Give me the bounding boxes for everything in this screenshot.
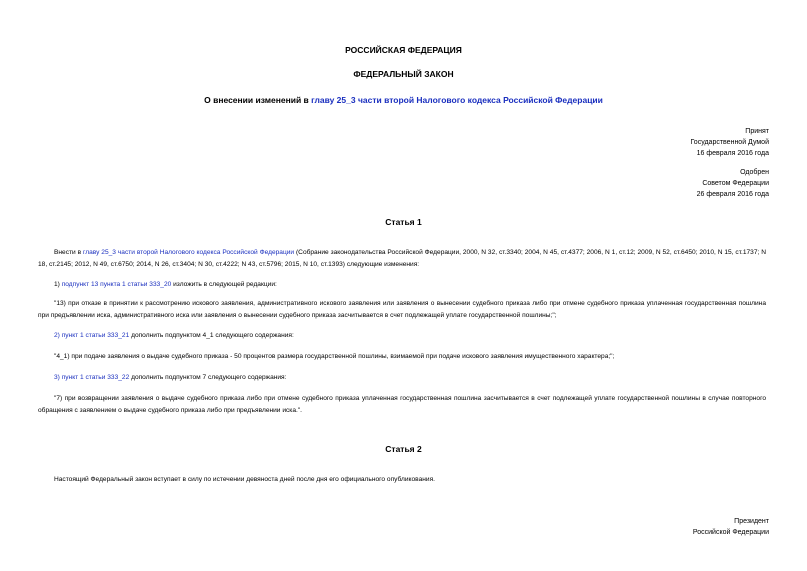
law-title	[0, 95, 807, 106]
adopted-date: 16 февраля 2016 года	[696, 150, 769, 157]
law-title-prefix: О внесении изменений в	[204, 95, 312, 105]
item2-suffix: дополнить подпунктом 4_1 следующего содержания:	[129, 332, 294, 339]
item2-quoted-text: "4_1) при подаче заявления о выдаче судебного приказа - 50 процентов размера государственной пошлины, взимаемой при подаче искового заявления имущественного характера;";	[54, 353, 615, 360]
article1-intro-link[interactable]: главу 25_3 части второй Налогового кодекса Российской Федерации	[82, 249, 295, 256]
article1-intro-prefix: Внести в	[54, 249, 83, 256]
item2-instruction	[38, 330, 766, 342]
law-type-heading: ФЕДЕРАЛЬНЫЙ ЗАКОН	[353, 69, 454, 79]
item3-link[interactable]: 3) пункт 1 статьи 333_22	[54, 374, 130, 381]
item1-number: 1)	[54, 281, 62, 288]
item1-link[interactable]: подпункт 13 пункта 1 статьи 333_20	[61, 281, 172, 288]
item1-instruction	[38, 279, 766, 291]
signature-title: Президент	[734, 518, 769, 525]
item1-suffix: изложить в следующей редакции:	[171, 281, 277, 288]
item2-link[interactable]: 2) пункт 1 статьи 333_21	[54, 332, 130, 339]
signature-block	[693, 516, 769, 538]
article1-intro-suffix: (Собрание законодательства Российской Федерации, 2000, N 32, ст.3340; 2004, N 45, ст.4377; 2006, N 1, ст.12; 2009, N 52, ст.6450; 2010, N 15, ст.1737; N 18, ст.2145; 2012, N 49, ст.6750; 2014, N 26, ст.3404; N 30, ст.4222; N 43, ст.5796; 2015, N 10, ст.1393) следующие изменения:	[38, 249, 766, 268]
adopted-body: Государственной Думой	[690, 139, 769, 146]
law-title-link[interactable]: главу 25_3 части второй Налогового кодекса Российской Федерации	[311, 95, 603, 105]
item3-instruction	[38, 372, 766, 384]
article1-heading: Статья 1	[385, 217, 422, 227]
item3-suffix: дополнить подпунктом 7 следующего содержания:	[129, 374, 287, 381]
article2-heading: Статья 2	[385, 444, 422, 454]
adopted-label: Принят	[745, 128, 769, 135]
approved-label: Одобрен	[740, 169, 769, 176]
adopted-block	[690, 126, 769, 159]
country-heading: РОССИЙСКАЯ ФЕДЕРАЦИЯ	[345, 45, 462, 55]
article2-text: Настоящий Федеральный закон вступает в силу по истечении девяноста дней после дня его официального опубликования.	[54, 476, 435, 483]
article1-intro	[38, 247, 766, 270]
approved-block	[697, 167, 769, 200]
approved-body: Советом Федерации	[702, 180, 769, 187]
item3-quoted-text: "7) при возвращении заявления о выдаче судебного приказа либо при отмене судебного приказа уплаченная государственная пошлина засчитывается в счет подлежащей уплате государственной пошлины в случае повторного обращения с заявлением о выдаче судебного приказа либо при предъявлении иска.".	[38, 395, 766, 414]
approved-date: 26 февраля 2016 года	[696, 191, 769, 198]
item1-quoted-text: "13) при отказе в принятии к рассмотрению искового заявления, административного искового заявления или заявления о вынесении судебного приказа либо при отмене судебного приказа уплаченная государственная пошлина при предъявлении иска, административного иска или заявления о вынесении судебного приказа засчитывается в счет подлежащей уплате государственной пошлины;";	[38, 300, 766, 319]
signature-country: Российской Федерации	[692, 529, 769, 536]
